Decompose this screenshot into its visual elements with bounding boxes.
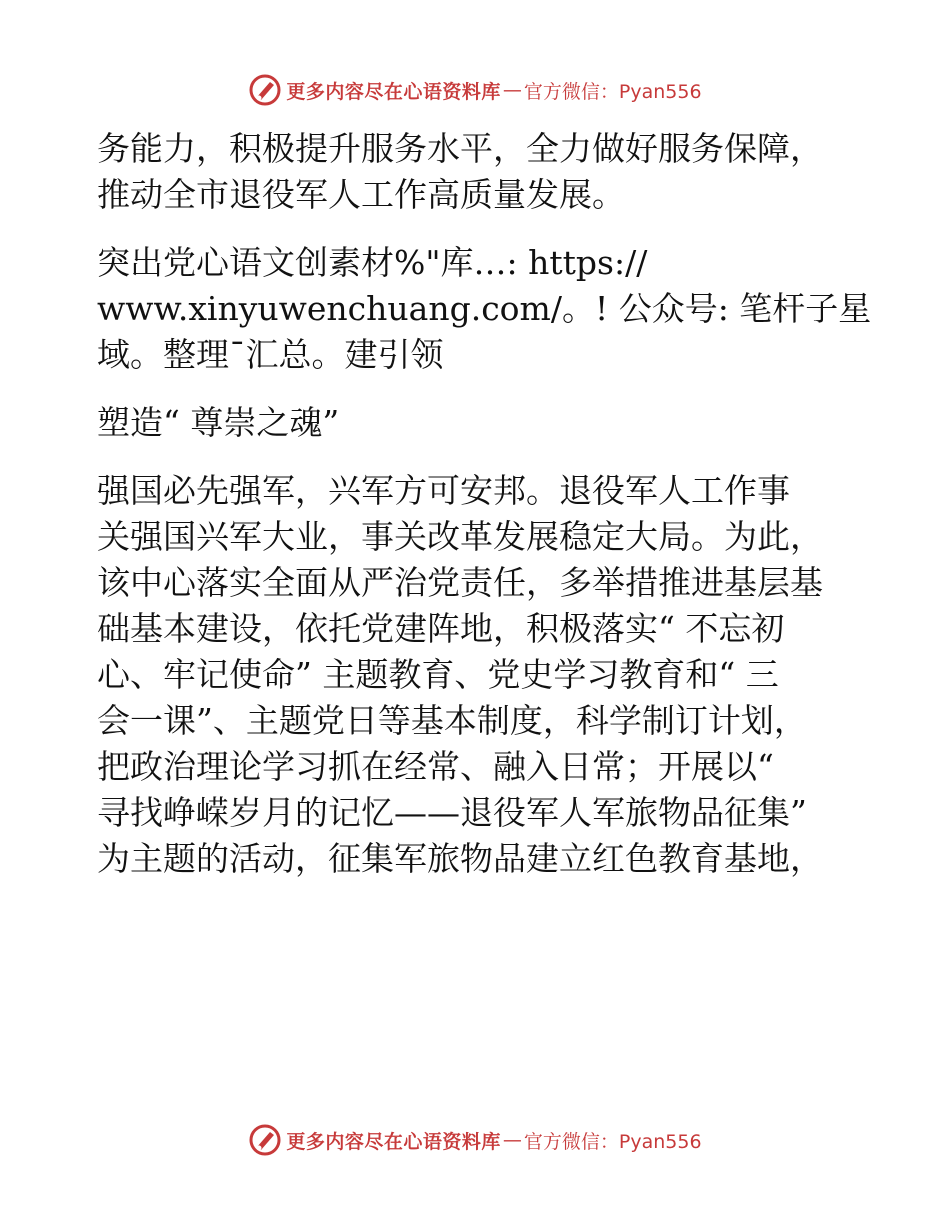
text-line: 突出党心语文创素材%"库…: https:// [97,243,648,282]
logo-icon [248,73,282,107]
header-banner [0,70,950,110]
text-line: 关强国兴军大业，事关改革发展稳定大局。为此， [97,517,823,556]
text-line: 寻找峥嵘岁月的记忆——退役军人军旅物品征集” [97,793,807,832]
document-body [97,126,872,882]
text-line: 会一课”、主题党日等基本制度，科学制订计划， [97,701,807,740]
banner-separator: — [502,1129,522,1151]
text-line: 该中心落实全面从严治党责任，多举措推进基层基 [97,563,823,602]
text-line: www.xinyuwenchuang.com/。! 公众号: 笔杆子星 [97,289,872,328]
banner-wechat-text: 官方微信：Pyan556 [523,80,702,103]
banner-separator: — [502,79,522,101]
banner-brand-text: 更多内容尽在心语资料库 [286,1130,501,1153]
section-heading [97,400,857,446]
text-line: 为主题的活动，征集军旅物品建立红色教育基地， [97,839,823,878]
paragraph-promo [97,240,872,378]
logo-icon [248,1123,282,1157]
banner-wechat-text: 官方微信：Pyan556 [523,1130,702,1153]
banner-brand-text: 更多内容尽在心语资料库 [286,80,501,103]
paragraph-strong-army [97,468,857,882]
text-line: 强国必先强军，兴军方可安邦。退役军人工作事 [97,471,790,510]
footer-banner [0,1120,950,1160]
text-line: 域。整理¯汇总。建引领 [97,335,444,374]
text-line: 心、牢记使命” 主题教育、党史学习教育和“ 三 [97,655,779,694]
heading-text: 塑造“ 尊崇之魂” [97,403,340,442]
text-line: 把政治理论学习抓在经常、融入日常；开展以“ [97,747,774,786]
paragraph-service [97,126,857,218]
text-line: 务能力，积极提升服务水平，全力做好服务保障， [97,129,823,168]
text-line: 础基本建设，依托党建阵地，积极落实“ 不忘初 [97,609,785,648]
text-line: 推动全市退役军人工作高质量发展。 [97,175,625,214]
